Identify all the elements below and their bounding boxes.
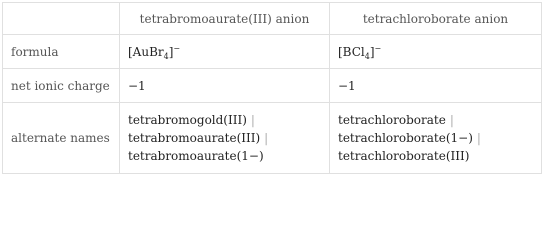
formula-close: ] bbox=[168, 44, 174, 59]
formula-cell-tetrachloroborate bbox=[330, 35, 542, 69]
formula-row bbox=[3, 35, 542, 69]
charge-row bbox=[3, 69, 542, 103]
formula-subscript: 4 bbox=[364, 51, 370, 61]
alt-name: tetrachloroborate(III) bbox=[338, 149, 470, 163]
formula-base: [AuBr bbox=[128, 44, 164, 59]
alt-name: tetrabromoaurate(1−) bbox=[128, 149, 264, 163]
corner-cell bbox=[3, 3, 120, 35]
row-label-net-ionic-charge: net ionic charge bbox=[3, 69, 120, 103]
alt-name: tetrachloroborate bbox=[338, 113, 446, 127]
alt-name: tetrachloroborate(1−) bbox=[338, 131, 473, 145]
charge-cell-tetrabromoaurate: −1 bbox=[120, 69, 330, 103]
formula-subscript: 4 bbox=[163, 51, 169, 61]
column-header-tetrabromoaurate: tetrabromoaurate(III) anion bbox=[120, 3, 330, 35]
names-cell-tetrabromoaurate bbox=[120, 103, 330, 174]
row-label-formula: formula bbox=[3, 35, 120, 69]
formula-charge: − bbox=[374, 43, 382, 53]
alt-name: tetrabromoaurate(III) bbox=[128, 131, 261, 145]
separator: | bbox=[476, 131, 481, 145]
formula-base: [BCl bbox=[338, 44, 365, 59]
column-header-tetrachloroborate: tetrachloroborate anion bbox=[330, 3, 542, 35]
alternate-names-row bbox=[3, 103, 542, 174]
row-label-alternate-names: alternate names bbox=[3, 103, 120, 174]
names-cell-tetrachloroborate bbox=[330, 103, 542, 174]
header-row bbox=[3, 3, 542, 35]
separator: | bbox=[264, 131, 269, 145]
comparison-table bbox=[2, 2, 542, 174]
separator: | bbox=[449, 113, 454, 127]
charge-cell-tetrachloroborate: −1 bbox=[330, 69, 542, 103]
formula-cell-tetrabromoaurate bbox=[120, 35, 330, 69]
alt-name: tetrabromogold(III) bbox=[128, 113, 247, 127]
formula-close: ] bbox=[369, 44, 375, 59]
separator: | bbox=[250, 113, 255, 127]
formula-charge: − bbox=[173, 43, 181, 53]
